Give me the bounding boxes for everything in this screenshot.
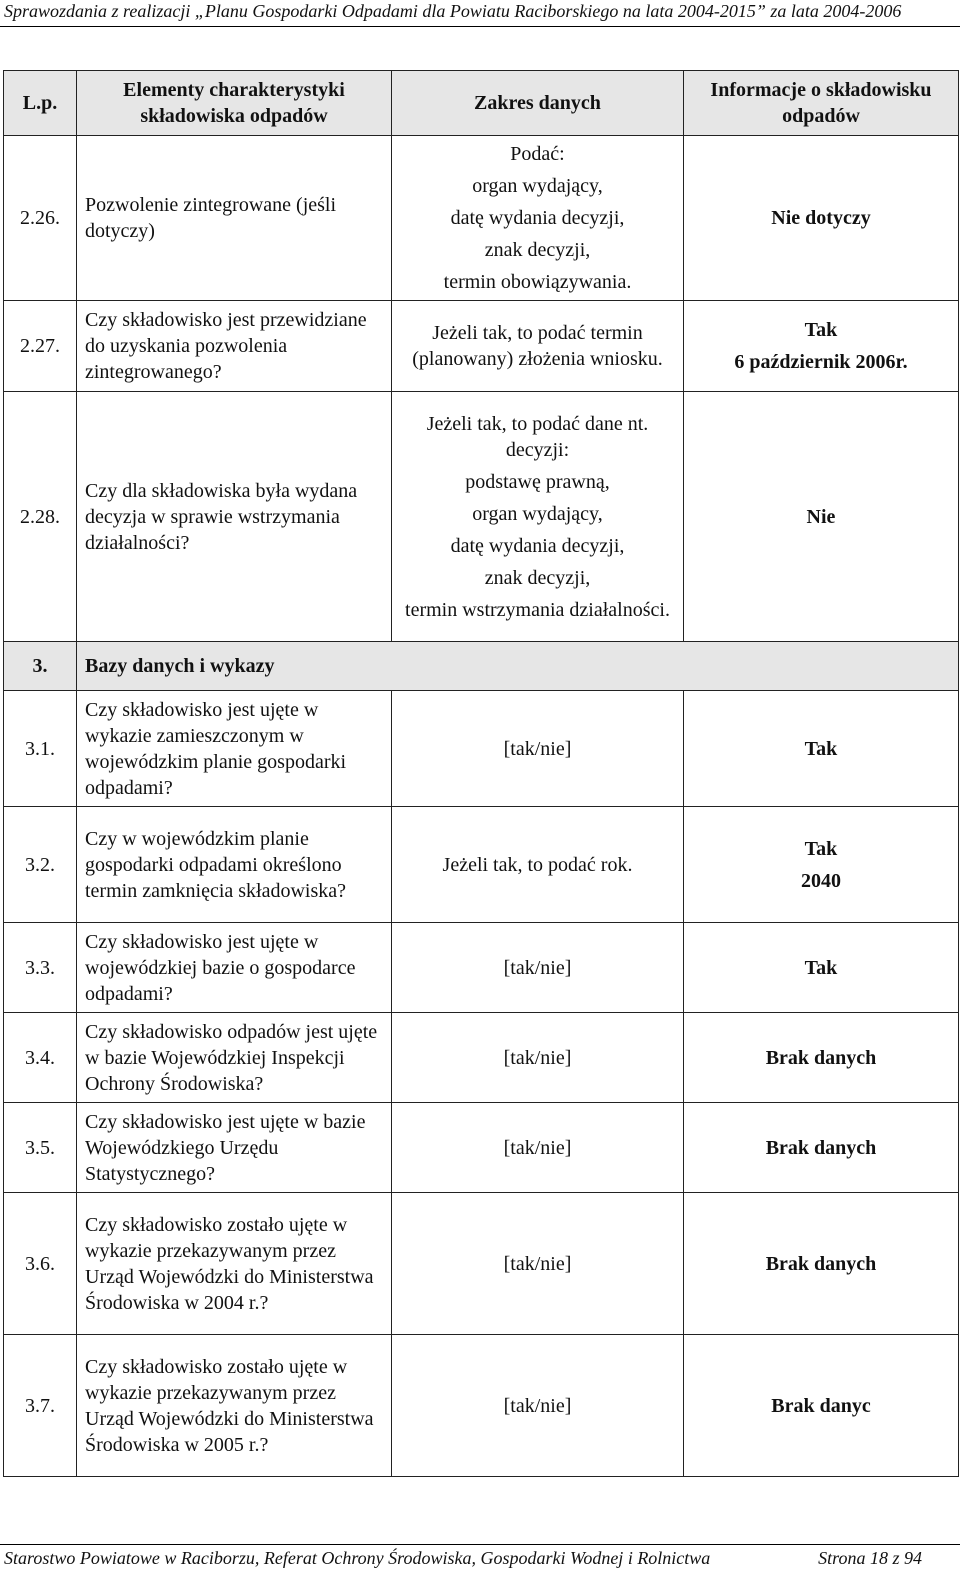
header-title: Sprawozdania z realizacji „Planu Gospodarki Odpadami dla Powiatu Raciborskiego na lata 2004-2015” za lata 2004-2006 bbox=[4, 1, 902, 21]
info-value: Tak bbox=[804, 319, 838, 341]
table-row bbox=[4, 691, 959, 807]
row-description: Czy składowisko zostało ujęte w wykazie przekazywanym przez Urząd Wojewódzki do Ministerstwa Środowiska w 2005 r.? bbox=[77, 1335, 392, 1477]
row-description: Czy składowisko jest ujęte w wykazie zamieszczonym w wojewódzkim planie gospodarki odpadami? bbox=[77, 691, 392, 807]
table-row bbox=[4, 1335, 959, 1477]
row-info: Brak danyc bbox=[684, 1335, 959, 1477]
row-number: 3.7. bbox=[4, 1335, 77, 1477]
row-data-range bbox=[392, 392, 684, 642]
page-header bbox=[0, 0, 960, 30]
range-line: Jeżeli tak, to podać dane nt. decyzji: bbox=[426, 412, 649, 461]
page-footer bbox=[0, 1540, 960, 1571]
row-info bbox=[684, 392, 959, 642]
row-number: 2.26. bbox=[4, 136, 77, 301]
row-data-range: [tak/nie] bbox=[392, 1013, 684, 1103]
table-row bbox=[4, 1013, 959, 1103]
range-line: znak decyzji, bbox=[484, 566, 591, 589]
row-description: Czy składowisko zostało ujęte w wykazie przekazywanym przez Urząd Wojewódzki do Ministerstwa Środowiska w 2004 r.? bbox=[77, 1193, 392, 1335]
column-header-range: Zakres danych bbox=[392, 71, 684, 136]
row-description: Czy składowisko jest przewidziane do uzyskania pozwolenia zintegrowanego? bbox=[77, 301, 392, 392]
table-row bbox=[4, 1193, 959, 1335]
row-data-range: [tak/nie] bbox=[392, 1103, 684, 1193]
table-row bbox=[4, 136, 959, 301]
range-line: Jeżeli tak, to podać termin (planowany) złożenia wniosku. bbox=[412, 322, 663, 370]
row-number: 3.5. bbox=[4, 1103, 77, 1193]
row-data-range: [tak/nie] bbox=[392, 691, 684, 807]
table-row bbox=[4, 301, 959, 392]
row-data-range: [tak/nie] bbox=[392, 1193, 684, 1335]
row-info: Brak danych bbox=[684, 1103, 959, 1193]
section-title: Bazy danych i wykazy bbox=[77, 642, 959, 691]
row-description: Czy składowisko odpadów jest ujęte w bazie Wojewódzkiej Inspekcji Ochrony Środowiska? bbox=[77, 1013, 392, 1103]
row-info: Brak danych bbox=[684, 1013, 959, 1103]
row-info: Brak danych bbox=[684, 1193, 959, 1335]
row-description: Czy składowisko jest ujęte w bazie Wojewódzkiego Urzędu Statystycznego? bbox=[77, 1103, 392, 1193]
section-number: 3. bbox=[4, 642, 77, 691]
row-number: 2.27. bbox=[4, 301, 77, 392]
column-header-elements: Elementy charakterystyki składowiska odpadów bbox=[77, 71, 392, 136]
row-number: 3.1. bbox=[4, 691, 77, 807]
table-row bbox=[4, 392, 959, 642]
row-number: 3.3. bbox=[4, 923, 77, 1013]
range-line: organ wydający, bbox=[472, 502, 603, 525]
range-line: organ wydający, bbox=[472, 175, 603, 197]
row-info: Tak bbox=[684, 923, 959, 1013]
row-info: Tak bbox=[684, 691, 959, 807]
footer-divider bbox=[0, 1544, 960, 1545]
row-description: Czy w wojewódzkim planie gospodarki odpadami określono termin zamknięcia składowiska? bbox=[77, 807, 392, 923]
table-row bbox=[4, 807, 959, 923]
row-data-range: [tak/nie] bbox=[392, 923, 684, 1013]
table-row bbox=[4, 1103, 959, 1193]
row-description: Czy składowisko jest ujęte w wojewódzkiej bazie o gospodarce odpadami? bbox=[77, 923, 392, 1013]
landfill-characteristics-table bbox=[3, 70, 959, 1477]
row-number: 3.2. bbox=[4, 807, 77, 923]
row-number: 2.28. bbox=[4, 392, 77, 642]
range-line: datę wydania decyzji, bbox=[450, 534, 625, 557]
info-value: Nie bbox=[806, 505, 836, 528]
row-data-range: [tak/nie] bbox=[392, 1335, 684, 1477]
row-description: Czy dla składowiska była wydana decyzja w sprawie wstrzymania działalności? bbox=[77, 392, 392, 642]
table-header-row bbox=[4, 71, 959, 136]
table-row bbox=[4, 923, 959, 1013]
row-number: 3.6. bbox=[4, 1193, 77, 1335]
range-line: Podać: bbox=[510, 143, 565, 165]
info-value: Tak bbox=[804, 837, 838, 860]
section-row bbox=[4, 642, 959, 691]
column-header-info: Informacje o składowisku odpadów bbox=[684, 71, 959, 136]
row-description: Pozwolenie zintegrowane (jeśli dotyczy) bbox=[77, 136, 392, 301]
row-data-range bbox=[392, 136, 684, 301]
column-header-lp: L.p. bbox=[4, 71, 77, 136]
header-divider bbox=[0, 26, 960, 27]
info-value: 6 październik 2006r. bbox=[734, 351, 908, 373]
range-line: termin obowiązywania. bbox=[443, 271, 632, 293]
range-line: datę wydania decyzji, bbox=[450, 207, 625, 229]
range-line: podstawę prawną, bbox=[465, 470, 610, 493]
row-data-range bbox=[392, 301, 684, 392]
row-number: 3.4. bbox=[4, 1013, 77, 1103]
row-info bbox=[684, 807, 959, 923]
range-line: termin wstrzymania działalności. bbox=[405, 598, 670, 621]
info-value: 2040 bbox=[801, 869, 841, 892]
row-info bbox=[684, 301, 959, 392]
row-data-range: Jeżeli tak, to podać rok. bbox=[392, 807, 684, 923]
footer-page-number: Strona 18 z 94 bbox=[818, 1548, 922, 1568]
footer-organization: Starostwo Powiatowe w Raciborzu, Referat Ochrony Środowiska, Gospodarki Wodnej i Rolnictwa bbox=[4, 1548, 711, 1568]
row-info bbox=[684, 136, 959, 301]
range-line: znak decyzji, bbox=[484, 239, 591, 261]
info-value: Nie dotyczy bbox=[771, 207, 871, 229]
